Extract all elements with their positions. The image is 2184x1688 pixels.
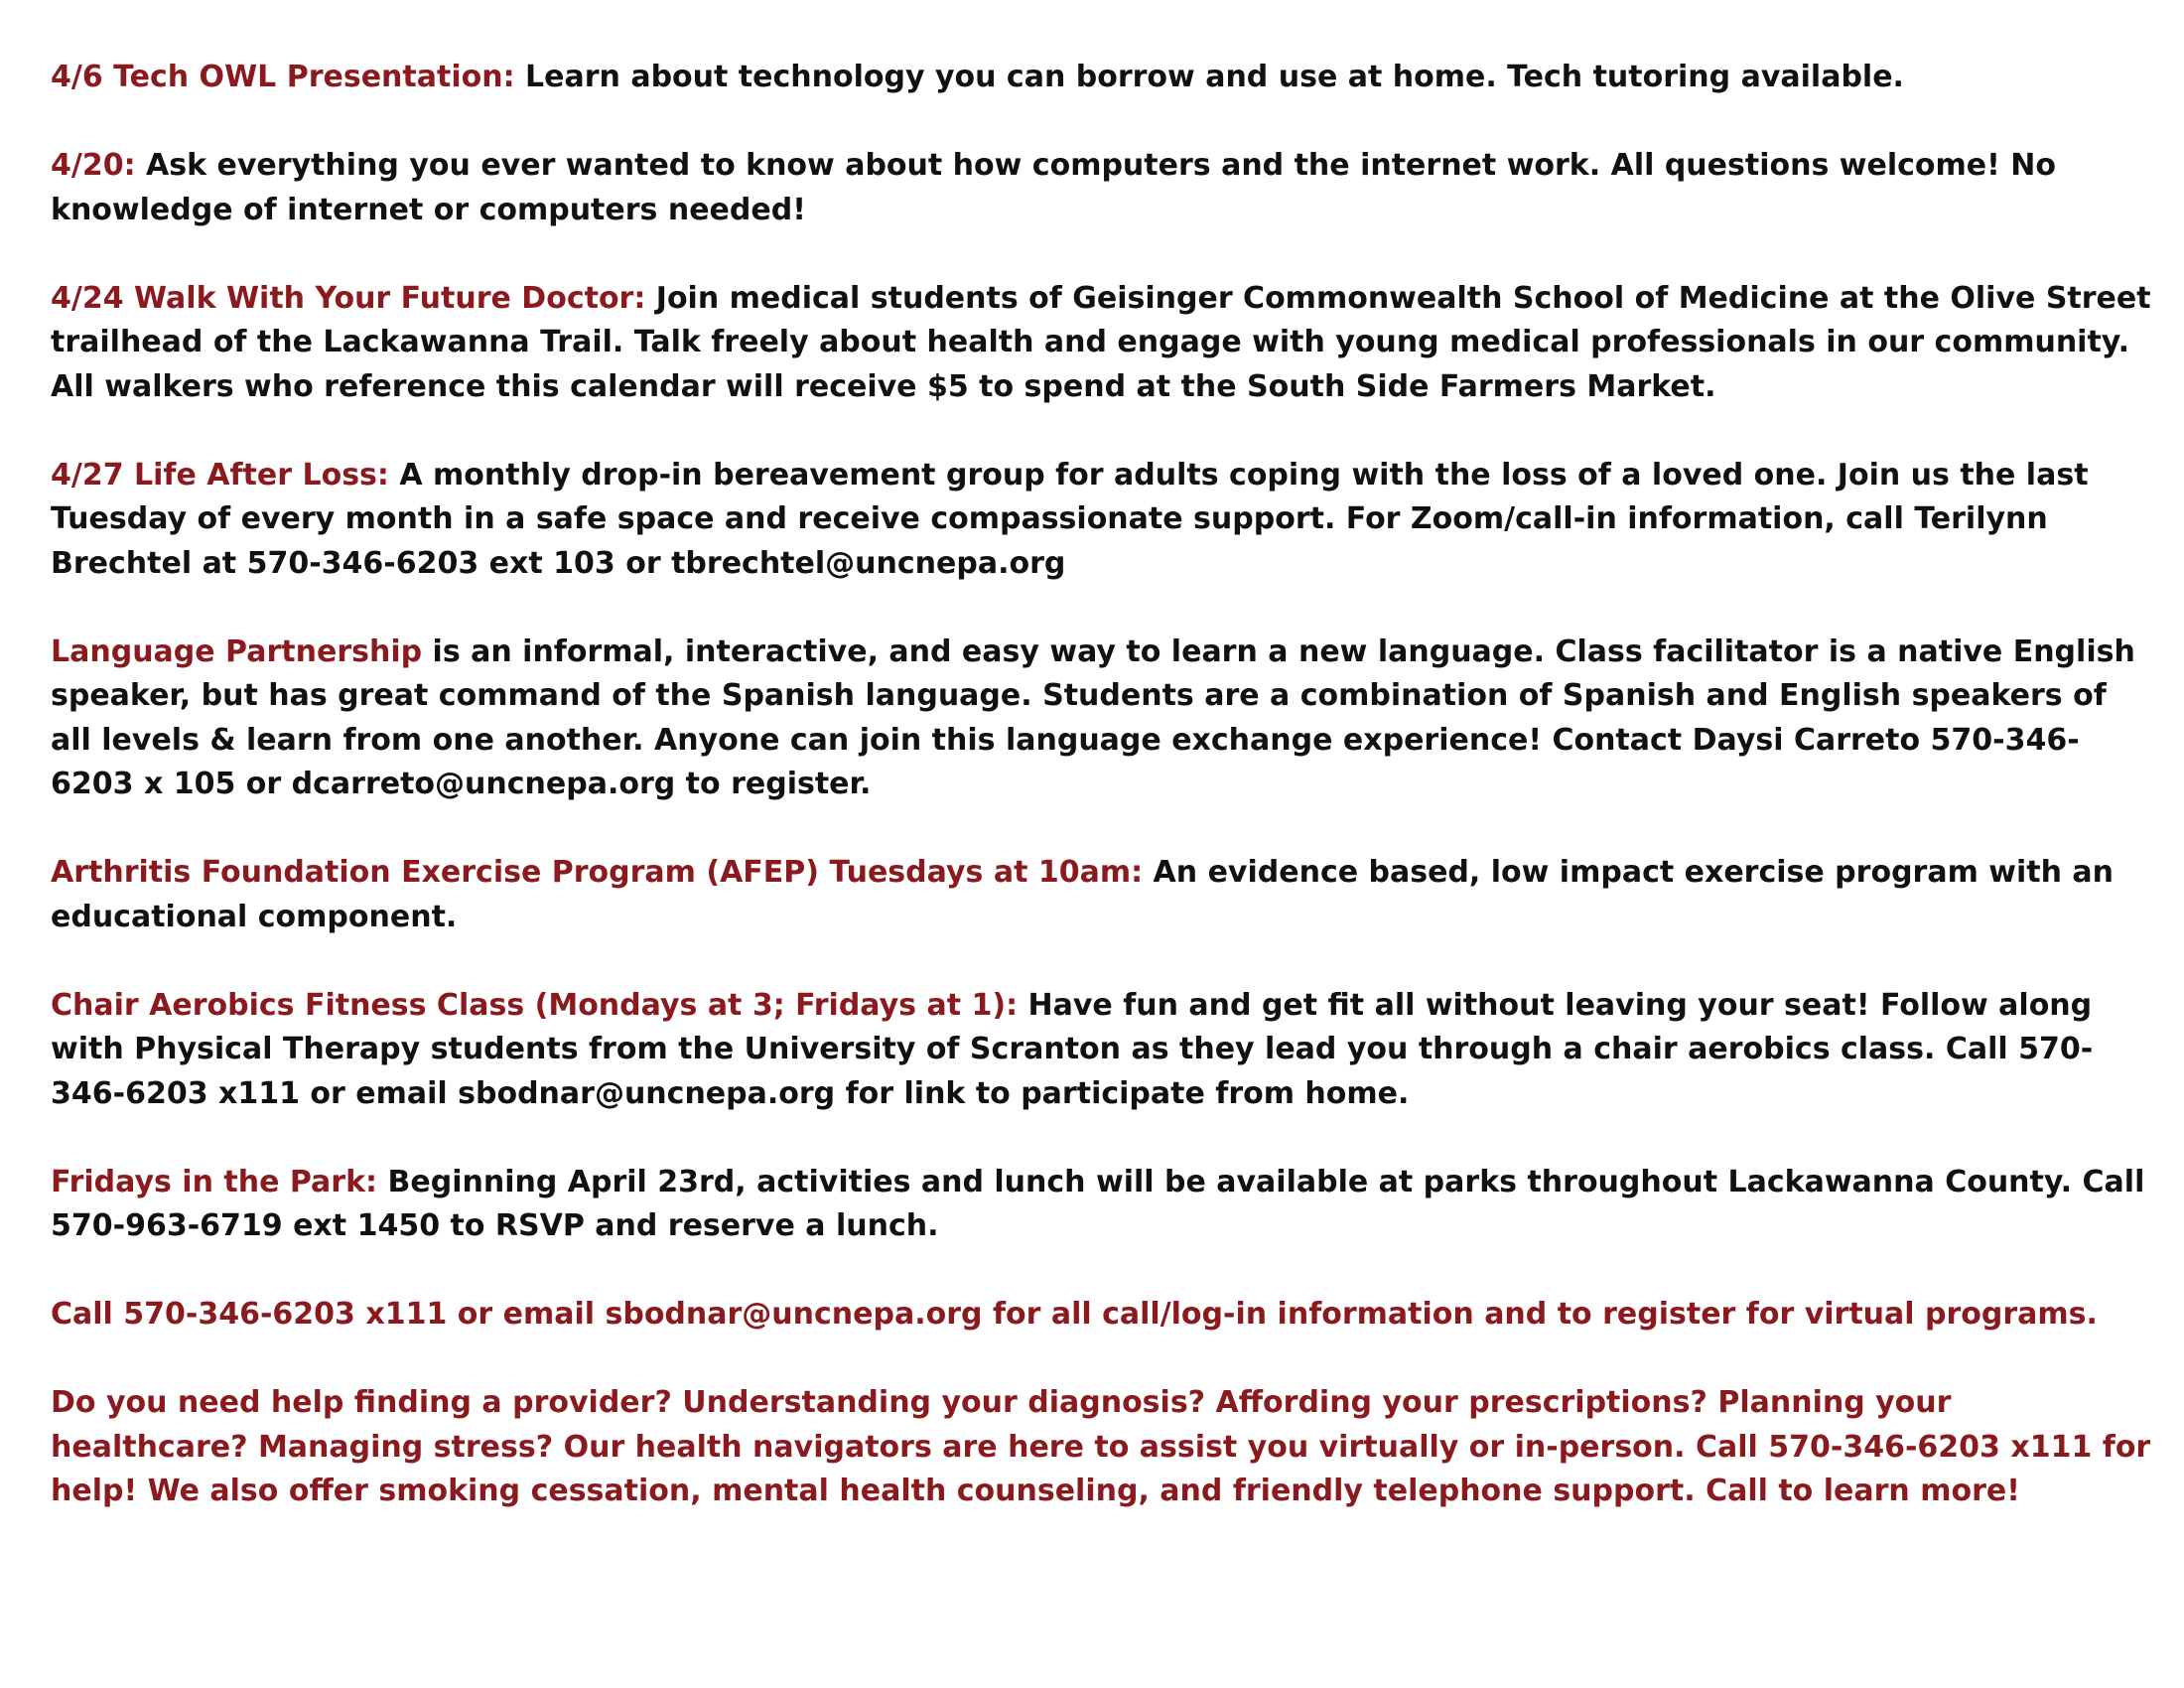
event-description: is an informal, interactive, and easy way to learn a new language. Class facilitator is a native English speaker, but has great command of the Spanish language. Students are a combination of Spanish and English speakers of all levels & learn from one another. Anyone can join this language exchange experience! Contact Daysi Carreto 570-346-6203 x 105 or dcarreto@uncnepa.org to register. [51,633,2135,801]
event-afep [51,851,2155,939]
event-description: Have fun and get fit all without leaving your seat! Follow along with Physical Therapy students from the University of Scranton as they lead you through a chair aerobics class. Call 570-346-6203 x111 or email sbodnar@uncnepa.org for link to participate from home. [51,987,2094,1111]
event-language-partnership [51,631,2155,807]
health-navigators-note: Do you need help finding a provider? Understanding your diagnosis? Affording your prescriptions? Planning your healthcare? Managing stress? Our health navigators are here to assist you virtually or in-person. Call 570-346-6203 x111 for help! We also offer smoking cessation, mental health counseling, and friendly telephone support. Call to learn more! [51,1385,2151,1508]
event-description: A monthly drop-in bereavement group for adults coping with the loss of a loved one. Join us the last Tuesday of every month in a safe space and receive compassionate support. For Zoom/call-in information, call Terilynn Brechtel at 570-346-6203 ext 103 or tbrechtel@uncnepa.org [51,457,2089,581]
event-title: 4/27 Life After Loss: [51,457,389,492]
event-title: 4/24 Walk With Your Future Doctor: [51,280,646,316]
event-life-after-loss [51,454,2155,587]
event-tech-owl [51,56,2155,100]
event-title: Language Partnership [51,633,423,669]
event-title: Chair Aerobics Fitness Class (Mondays at 3; Fridays at 1): [51,987,1019,1023]
calendar-page [51,56,2155,1558]
event-title: Fridays in the Park: [51,1164,378,1199]
event-computers-qa [51,144,2155,232]
event-title: Arthritis Foundation Exercise Program (AFEP) Tuesdays at 10am: [51,855,1144,890]
event-description: Ask everything you ever wanted to know about how computers and the internet work. All questions welcome! No knowledge of internet or computers needed! [51,148,2056,227]
event-description: An evidence based, low impact exercise program with an educational component. [51,855,2115,934]
event-description: Beginning April 23rd, activities and lunch will be available at parks throughout Lackawanna County. Call 570-963-6719 ext 1450 to RSVP and reserve a lunch. [51,1164,2145,1243]
event-walk-with-doctor [51,277,2155,410]
event-title: 4/6 Tech OWL Presentation: [51,60,515,94]
event-title: 4/20: [51,148,136,183]
event-chair-aerobics [51,984,2155,1117]
event-fridays-in-park [51,1161,2155,1249]
event-description: Join medical students of Geisinger Commonwealth School of Medicine at the Olive Street trailhead of the Lackawanna Trail. Talk freely about health and engage with young medical professionals in our community. All walkers who reference this calendar will receive $5 to spend at the South Side Farmers Market. [51,280,2151,404]
registration-note: Call 570-346-6203 x111 or email sbodnar@uncnepa.org for all call/log-in information and to register for virtual programs. [51,1297,2098,1332]
event-description: Learn about technology you can borrow and use at home. Tech tutoring available. [514,60,1904,94]
